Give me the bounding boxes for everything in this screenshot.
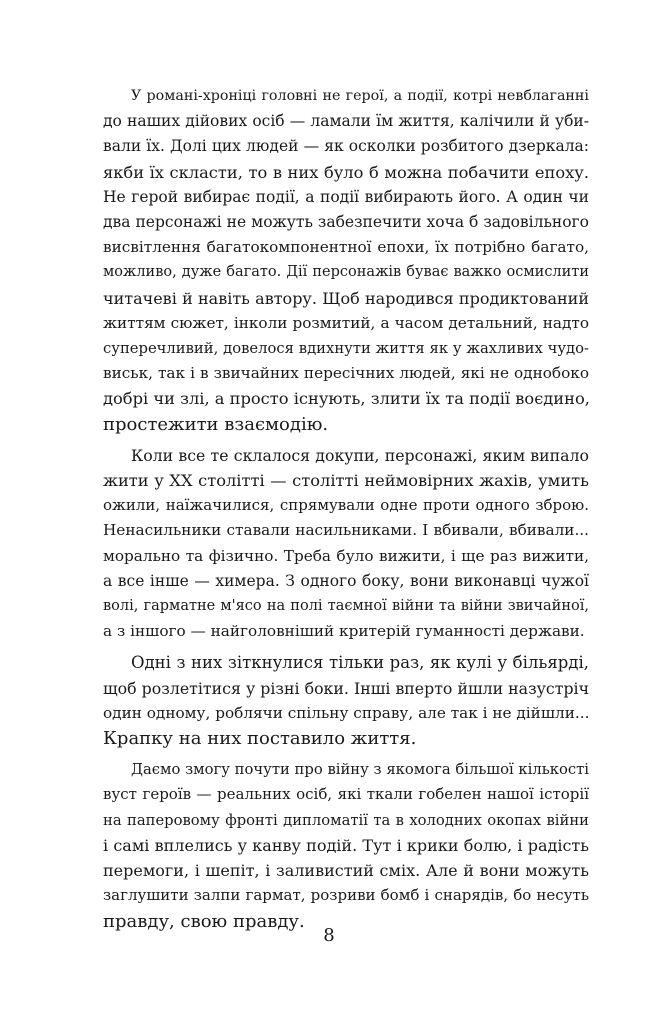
text-line: вуст героїв — реальних осіб, які ткали гобелен нашої історії — [103, 785, 589, 804]
paragraph — [103, 650, 589, 751]
text-line: Крапку на них поставило життя. — [103, 728, 417, 750]
text-line: а все інше — химера. З одного боку, вони виконавці чужої — [103, 571, 589, 590]
text-line: заглушити залпи гармат, розриви бомб і снарядів, бо несуть — [103, 886, 589, 905]
text-line: читачеві й навіть автору. Щоб народився продиктований — [103, 288, 589, 308]
text-line: якби їх скласти, то в них було б можна побачити епоху. — [103, 162, 589, 182]
text-line: Ненасильники ставали насильниками. І вбивали, вбивали... — [103, 521, 589, 540]
text-line: один одному, роблячи спільну справу, але так і не дійшли... — [103, 703, 590, 722]
paragraph — [103, 443, 589, 645]
body-text — [103, 84, 589, 940]
paragraph — [103, 84, 589, 437]
text-line: Коли все те склалося докупи, персонажі, яким випало — [131, 445, 589, 465]
page-number: 8 — [323, 925, 335, 946]
text-line: жити у XX столітті — столітті неймовірних жахів, умить — [103, 471, 589, 491]
text-line: два персонажі не можуть забезпечити хоча б задовільного — [103, 213, 589, 232]
text-line: на паперовому фронті дипломатії та в холодних окопах війни — [103, 811, 589, 829]
text-line: Не герой вибирає події, а події вибирають його. А один чи — [103, 187, 589, 206]
text-line: суперечливий, довелося вдихнути життя як у жахливих чудо- — [103, 340, 589, 358]
text-line: вали їх. Долі цих людей — як осколки розбитого дзеркала: — [103, 137, 589, 156]
text-line: Одні з них зіткнулися тільки раз, як кулі у більярді, — [131, 653, 589, 673]
text-line: до наших дійових осіб — ламали їм життя, калічили й уби- — [103, 112, 589, 131]
text-line: а з іншого — найголовніший критерій гуманності держави. — [103, 622, 585, 641]
text-line: морально та фізично. Треба було вижити, і ще раз вижити, — [103, 546, 589, 565]
text-line: ожили, наїжачилися, спрямували одне проти одного зброю. — [103, 496, 589, 515]
text-line: можливо, дуже багато. Дії персонажів буває важко осмислити — [103, 264, 589, 281]
paragraph — [103, 757, 589, 933]
text-line: висвітлення багатокомпонентної епохи, їх потрібно багато, — [103, 238, 589, 257]
text-line: волі, гарматне м'ясо на полі таємної війни та війни звичайної, — [103, 598, 589, 615]
text-line: життям сюжет, інколи розмитий, а часом детальний, надто — [103, 313, 589, 332]
text-line: добрі чи злі, а просто існують, злити їх та події воєдино, — [103, 389, 590, 409]
text-line: простежити взаємодію. — [103, 413, 329, 435]
text-line: перемоги, і шепіт, і заливистий сміх. Але й вони можуть — [103, 861, 589, 881]
text-line: У романі-хроніці головні не герої, а події, котрі невблаганні — [131, 88, 589, 104]
text-line: правду, свою правду. — [103, 910, 305, 932]
text-line: і самі вплелись у канву подій. Тут і крики болю, і радість — [103, 835, 589, 855]
text-line: Даємо змогу почути про війну з якомога більшої кількості — [131, 761, 589, 779]
text-line: щоб розлетітися у різні боки. Інші вперто йшли назустріч — [103, 678, 589, 698]
text-line: виськ, так і в звичайних пересічних людей, які не однобоко — [103, 364, 589, 383]
